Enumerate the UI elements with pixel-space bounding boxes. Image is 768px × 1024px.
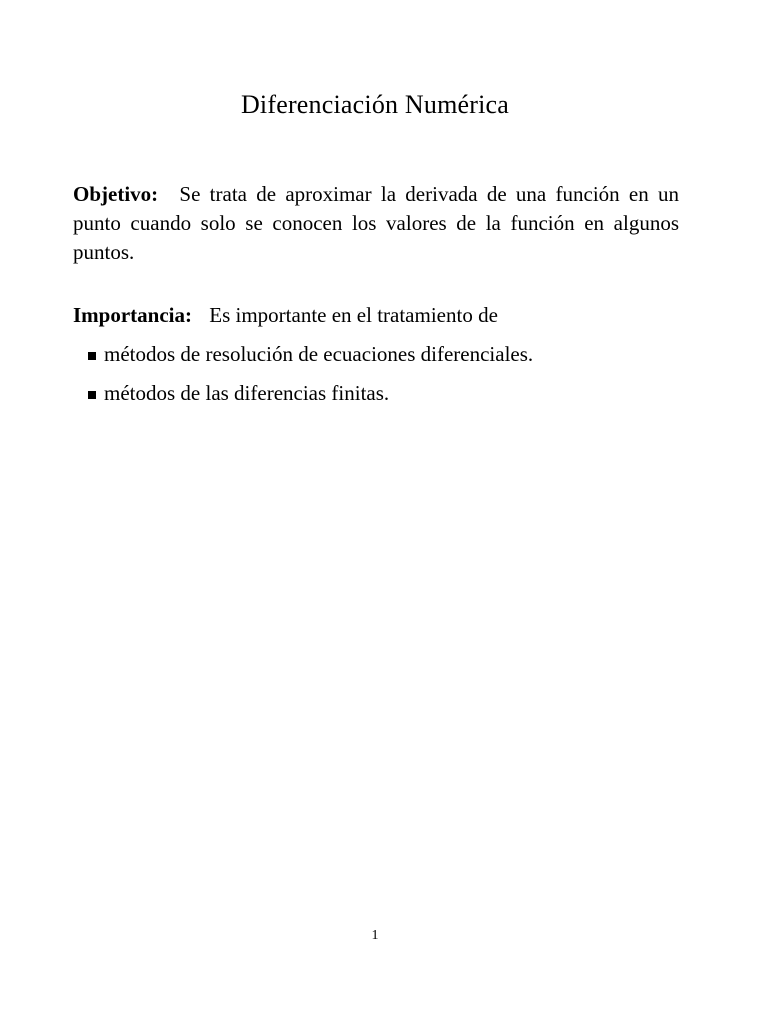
importancia-list bbox=[73, 340, 679, 408]
importancia-section bbox=[73, 301, 679, 418]
square-bullet-icon bbox=[88, 391, 96, 399]
importancia-heading bbox=[73, 301, 679, 330]
page-number: 1 bbox=[371, 928, 379, 943]
square-bullet-icon bbox=[88, 352, 96, 360]
objetivo-section bbox=[73, 180, 679, 267]
page-title: Diferenciación Numérica bbox=[240, 90, 510, 119]
importancia-text: Es importante en el tratamiento de bbox=[209, 303, 498, 327]
list-item-text: métodos de resolución de ecuaciones diferenciales. bbox=[104, 342, 534, 366]
list-item bbox=[73, 340, 679, 369]
objetivo-label: Objetivo: bbox=[73, 182, 159, 206]
objetivo-text: Se trata de aproximar la derivada de una función en un punto cuando solo se conocen los valores de la función en algunos puntos. bbox=[73, 182, 679, 264]
importancia-label: Importancia: bbox=[73, 303, 192, 327]
list-item bbox=[73, 379, 679, 408]
list-item-text: métodos de las diferencias finitas. bbox=[104, 381, 390, 405]
